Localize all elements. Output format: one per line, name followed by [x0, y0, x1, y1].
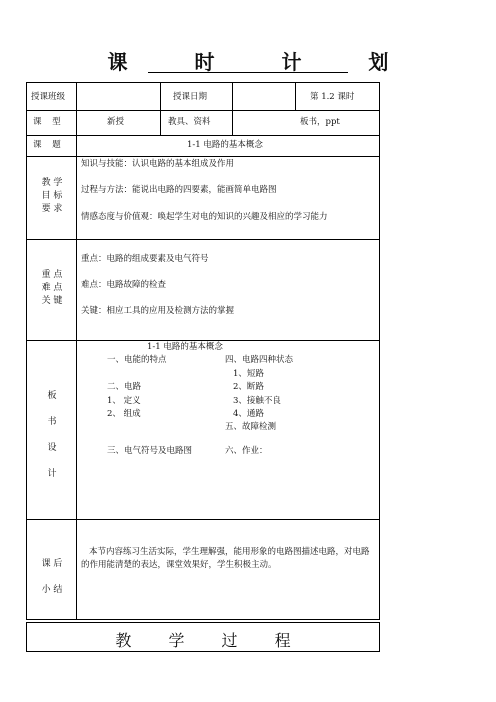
- board-heading: 1-1 电路的基本概念: [147, 342, 223, 352]
- key-item: 难点：电路故障的检查: [81, 280, 167, 290]
- row-divider-1: [27, 110, 379, 111]
- col-divider-a: [160, 83, 161, 135]
- goals-label: [37, 177, 67, 216]
- board-value: 板书，ppt: [300, 117, 340, 127]
- row-divider-6: [27, 519, 379, 520]
- goals-label-line: 要 求: [41, 204, 63, 214]
- board-left-item: 1、 定义: [107, 396, 141, 406]
- board-label-char: 板: [47, 391, 57, 401]
- board-right-item: 3、接触不良: [233, 396, 281, 406]
- board-left-item: 一、电能的特点: [107, 355, 167, 365]
- type-label: 课 型: [33, 117, 61, 127]
- board-right-item: 1、短路: [233, 369, 264, 379]
- topic-label: 课 题: [33, 140, 61, 150]
- keys-label: [37, 269, 67, 308]
- summary-label-line: 课 后: [41, 559, 63, 569]
- goal-item: 情感态度与价值观：唤起学生对电的知识的兴趣及相应的学习能力: [81, 212, 328, 222]
- board-left-item: 二、电路: [107, 382, 142, 392]
- date-label: 授课日期: [173, 92, 208, 102]
- board-right-item: 4、通路: [233, 409, 264, 419]
- summary-text-line-1: 本节内容练习生活实际，学生理解强，能用形象的电路图描述电路，对电路: [89, 547, 370, 557]
- board-label-char: 计: [47, 469, 57, 479]
- row-divider-3: [27, 156, 379, 157]
- board-label-char: 书: [47, 417, 57, 427]
- summary-label-line: 小 结: [41, 585, 63, 595]
- summary-text-line-2: 的作用能清楚的表达，课堂效果好，学生积极主动。: [81, 560, 277, 570]
- topic-value: 1-1 电路的基本概念: [187, 140, 263, 150]
- page-title: 课 时 计 划: [107, 50, 419, 74]
- board-label: [37, 383, 67, 487]
- board-left-item: 三、电气符号及电路图: [107, 446, 193, 456]
- class-label: 授课班级: [31, 92, 66, 102]
- week-value: 第 1.2 课时: [310, 92, 355, 102]
- key-item: 关键：相应工具的应用及检测方法的掌握: [81, 306, 235, 316]
- board-left-item: 2、 组成: [107, 409, 141, 419]
- tools-label: 教具、资料: [168, 117, 211, 127]
- keys-label-line: 难 点: [41, 283, 63, 293]
- goals-label-line: 目 标: [41, 191, 63, 201]
- type-value: 新授: [107, 117, 125, 127]
- col-divider-b: [232, 83, 233, 135]
- board-right-item: 2、断路: [233, 382, 264, 392]
- process-title: 教 学 过 程: [115, 631, 307, 650]
- keys-label-line: 重 点: [41, 270, 63, 280]
- key-item: 重点：电路的组成要素及电气符号: [81, 254, 209, 264]
- board-right-item: 五、故障检测: [225, 422, 277, 432]
- row-divider-2: [27, 135, 379, 136]
- lesson-plan-table: [26, 82, 380, 620]
- label-column-divider: [76, 83, 77, 619]
- summary-label: [37, 551, 67, 603]
- board-right-item: 四、电路四种状态: [225, 355, 294, 365]
- row-divider-4: [27, 239, 379, 240]
- keys-label-line: 关 键: [41, 296, 63, 306]
- goal-item: 过程与方法：能说出电路的四要素，能画简单电路图: [81, 185, 277, 195]
- col-divider-c: [295, 83, 296, 110]
- board-right-item: 六、作业：: [225, 446, 268, 456]
- title-underline: [148, 72, 348, 73]
- board-label-char: 设: [47, 443, 57, 453]
- goal-item: 知识与技能：认识电路的基本组成及作用: [81, 159, 235, 169]
- goals-label-line: 教 学: [41, 178, 63, 188]
